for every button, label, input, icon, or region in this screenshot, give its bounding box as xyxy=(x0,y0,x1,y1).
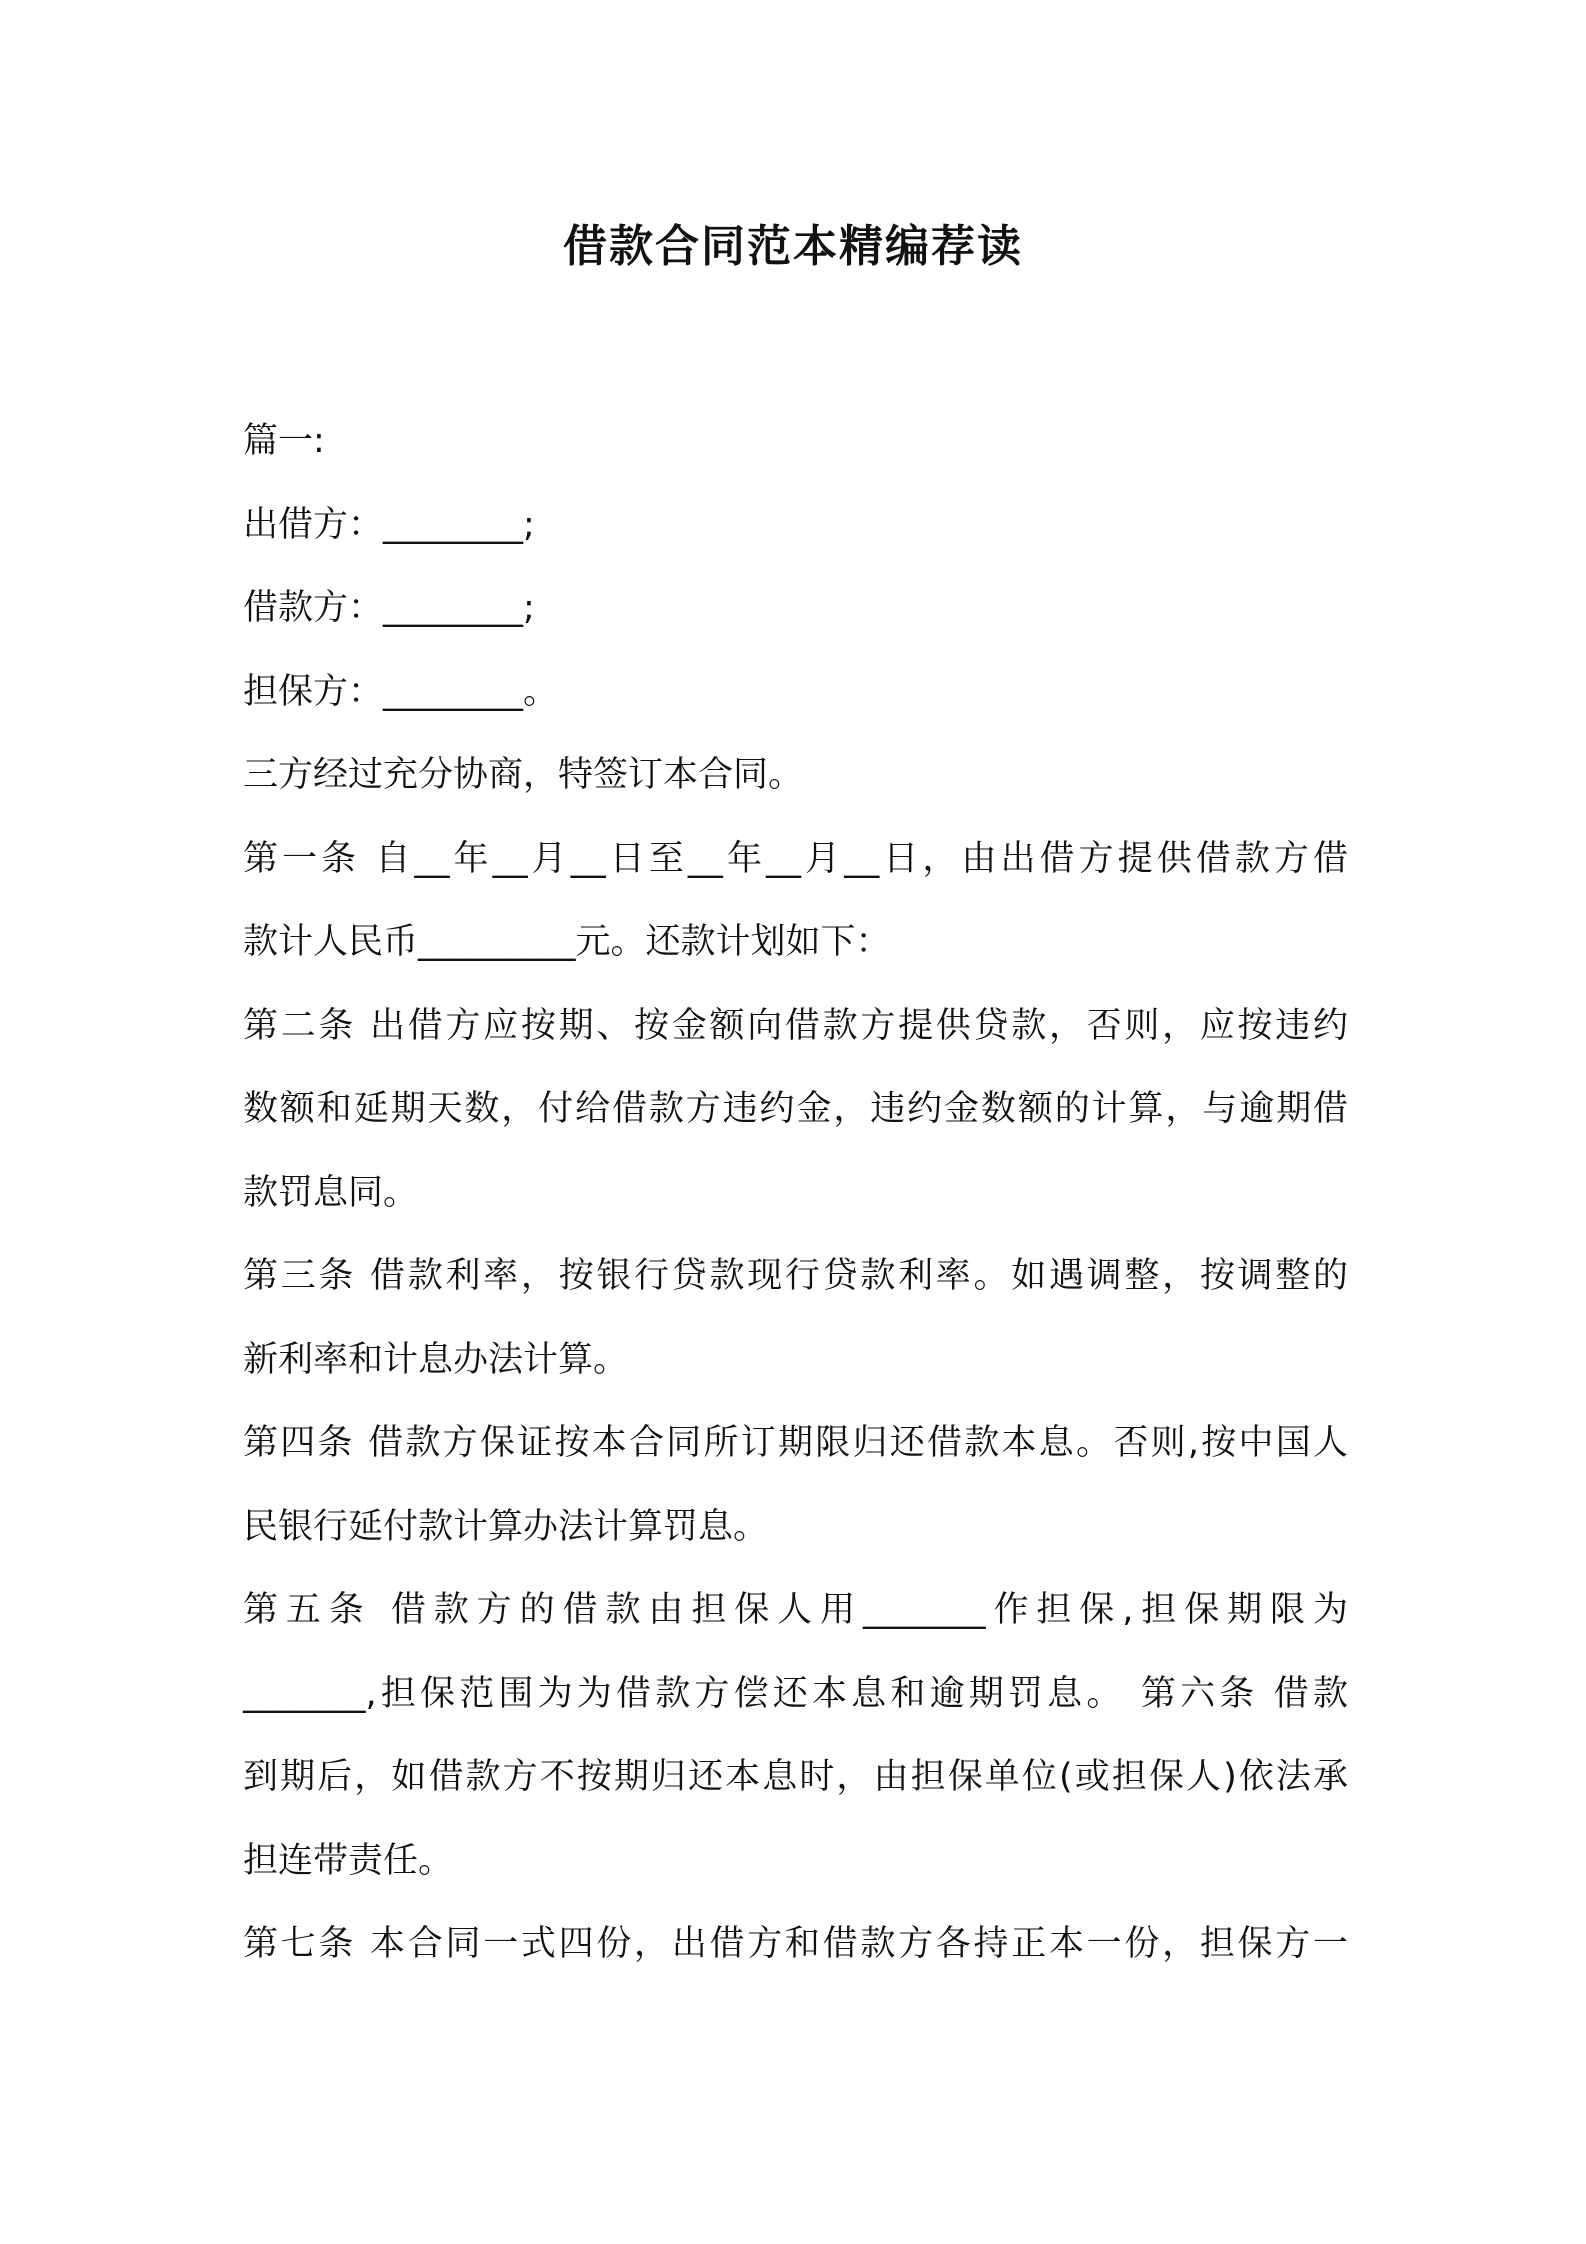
article-1-line-2: 款计人民币_________元。还款计划如下： xyxy=(243,922,891,962)
article-7-line-1: 第七条 本合同一式四份，出借方和借款方各持正本一份，担保方一 xyxy=(243,1924,1348,1964)
article-1-line-1: 第一条 自__年__月__日至__年__月__日，由出借方提供借款方借 xyxy=(243,838,1348,879)
article-2-line-1: 第二条 出借方应按期、按金额向借款方提供贷款，否则，应按违约 xyxy=(243,1005,1348,1046)
borrower-line: 借款方：________; xyxy=(243,588,535,628)
article-3-line-1: 第三条 借款利率，按银行贷款现行贷款利率。如遇调整，按调整的 xyxy=(243,1256,1348,1296)
article-6-line-3: 担连带责任。 xyxy=(243,1840,454,1881)
article-4-line-2: 民银行延付款计算办法计算罚息。 xyxy=(243,1506,769,1547)
article-6-line-2: 到期后，如借款方不按期归还本息时，由担保单位(或担保人)依法承 xyxy=(243,1757,1348,1797)
article-5-line-1: 第五条 借款方的借款由担保人用_______作担保,担保期限为 xyxy=(243,1590,1348,1630)
article-5-6-line: _______,担保范围为为借款方偿还本息和逾期罚息。 第六条 借款 xyxy=(243,1673,1348,1714)
section-label: 篇一: xyxy=(243,421,325,461)
intro-line: 三方经过充分协商，特签订本合同。 xyxy=(243,755,804,795)
article-2-line-2: 数额和延期天数，付给借款方违约金，违约金数额的计算，与逾期借 xyxy=(243,1089,1348,1129)
document-body xyxy=(243,400,1348,1987)
guarantor-line: 担保方：________。 xyxy=(243,671,559,712)
article-2-line-3: 款罚息同。 xyxy=(243,1172,419,1213)
lender-line: 出借方：________; xyxy=(243,504,535,545)
article-4-line-1: 第四条 借款方保证按本合同所订期限归还借款本息。否则,按中国人 xyxy=(243,1423,1348,1463)
document-title: 借款合同范本精编荐读 xyxy=(563,221,1023,272)
article-3-line-2: 新利率和计息办法计算。 xyxy=(243,1339,629,1380)
